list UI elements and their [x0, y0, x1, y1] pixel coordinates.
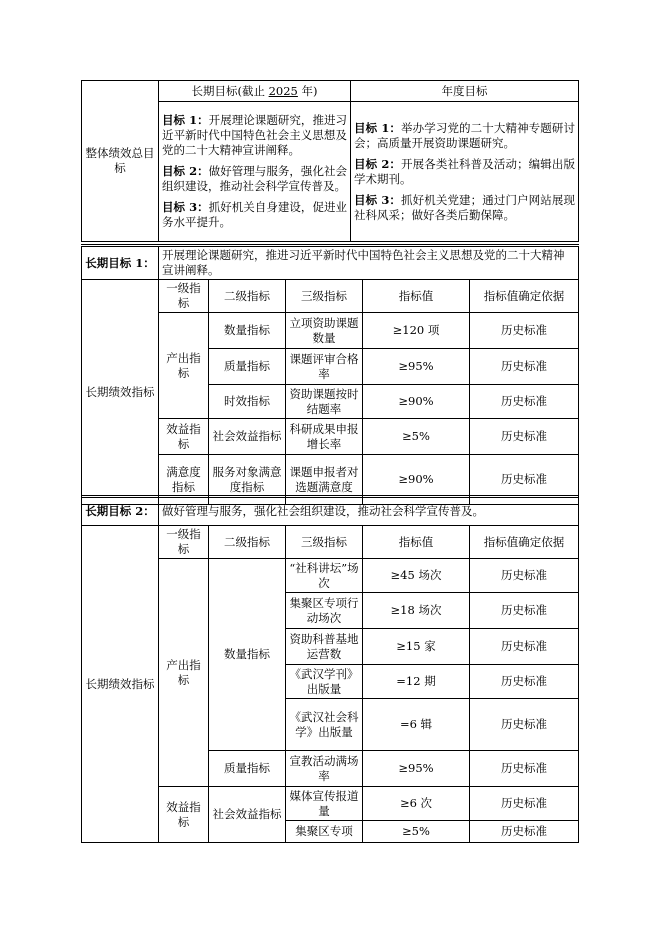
- level3-cell: “社科讲坛”场次: [286, 559, 363, 593]
- level2-cell: 数量指标: [209, 559, 286, 751]
- header-level3: 三级指标: [286, 526, 363, 559]
- annual-goal-header: 年度目标: [351, 81, 579, 102]
- level1-cell: 产出指标: [159, 313, 209, 419]
- level3-cell: 集聚区专项: [286, 821, 363, 843]
- level2-cell: 时效指标: [209, 385, 286, 419]
- value-cell: ≥6 次: [363, 787, 470, 821]
- overall-goal-label: 整体绩效总目标: [82, 81, 159, 242]
- header-level1: 一级指标: [159, 526, 209, 559]
- value-cell: =6 辑: [363, 699, 470, 751]
- header-value: 指标值: [363, 526, 470, 559]
- goal1-label: 长期目标 1：: [82, 246, 159, 280]
- basis-cell: 历史标准: [470, 751, 579, 787]
- value-cell: ≥45 场次: [363, 559, 470, 593]
- header-basis: 指标值确定依据: [470, 526, 579, 559]
- basis-cell: 历史标准: [470, 419, 579, 455]
- basis-cell: 历史标准: [470, 821, 579, 843]
- goal2-text: 做好管理与服务，强化社会组织建设，推动社会科学宣传普及。: [159, 497, 579, 526]
- header-level2: 二级指标: [209, 280, 286, 313]
- level1-cell: 产出指标: [159, 559, 209, 787]
- level2-cell: 质量指标: [209, 751, 286, 787]
- value-cell: ≥95%: [363, 349, 470, 385]
- overall-goals-table: [81, 80, 579, 242]
- value-cell: ≥95%: [363, 751, 470, 787]
- level2-cell: 服务对象满意度指标: [209, 455, 286, 505]
- level3-cell: 立项资助课题数量: [286, 313, 363, 349]
- level3-cell: 课题申报者对选题满意度: [286, 455, 363, 505]
- level3-cell: 媒体宣传报道量: [286, 787, 363, 821]
- level3-cell: 《武汉学刊》出版量: [286, 665, 363, 699]
- basis-cell: 历史标准: [470, 385, 579, 419]
- level3-cell: 《武汉社会科学》出版量: [286, 699, 363, 751]
- goal1-text: 开展理论课题研究，推进习近平新时代中国特色社会主义思想及党的二十大精神宣讲阐释。: [159, 246, 579, 280]
- basis-cell: 历史标准: [470, 313, 579, 349]
- level3-cell: 科研成果申报增长率: [286, 419, 363, 455]
- basis-cell: 历史标准: [470, 593, 579, 629]
- level3-cell: 资助科普基地运营数: [286, 629, 363, 665]
- level3-cell: 资助课题按时结题率: [286, 385, 363, 419]
- value-cell: ≥5%: [363, 821, 470, 843]
- level3-cell: 课题评审合格率: [286, 349, 363, 385]
- value-cell: ≥5%: [363, 419, 470, 455]
- basis-cell: 历史标准: [470, 559, 579, 593]
- level1-cell: 满意度指标: [159, 455, 209, 505]
- header-level2: 二级指标: [209, 526, 286, 559]
- level2-cell: 质量指标: [209, 349, 286, 385]
- value-cell: ≥18 场次: [363, 593, 470, 629]
- basis-cell: 历史标准: [470, 349, 579, 385]
- level2-cell: 社会效益指标: [209, 787, 286, 843]
- long-term-goal-header: 长期目标(截止 2025 年): [159, 81, 351, 102]
- basis-cell: 历史标准: [470, 787, 579, 821]
- basis-cell: 历史标准: [470, 455, 579, 505]
- header-basis: 指标值确定依据: [470, 280, 579, 313]
- header-level3: 三级指标: [286, 280, 363, 313]
- value-cell: ≥15 家: [363, 629, 470, 665]
- value-cell: ≥90%: [363, 455, 470, 505]
- level3-cell: 集聚区专项行动场次: [286, 593, 363, 629]
- level2-cell: 数量指标: [209, 313, 286, 349]
- goal1-indicator-label: 长期绩效指标: [82, 280, 159, 505]
- goal1-table: [81, 244, 579, 505]
- annual-goals-cell: 目标 1：举办学习党的二十大精神专题研讨会；高质量开展资助课题研究。 目标 2：开展各类社科普及活动；编辑出版学术期刊。 目标 3：抓好机关党建；通过门户网站展现社科风采；做好各类后勤保障。: [351, 102, 579, 242]
- level1-cell: 效益指标: [159, 419, 209, 455]
- header-value: 指标值: [363, 280, 470, 313]
- value-cell: ≥120 项: [363, 313, 470, 349]
- value-cell: ≥90%: [363, 385, 470, 419]
- basis-cell: 历史标准: [470, 629, 579, 665]
- level3-cell: 宣教活动满场率: [286, 751, 363, 787]
- value-cell: =12 期: [363, 665, 470, 699]
- goal2-indicator-label: 长期绩效指标: [82, 526, 159, 843]
- goal2-table: [81, 495, 579, 843]
- header-level1: 一级指标: [159, 280, 209, 313]
- goal2-label: 长期目标 2：: [82, 497, 159, 526]
- level1-cell: 效益指标: [159, 787, 209, 843]
- level2-cell: 社会效益指标: [209, 419, 286, 455]
- basis-cell: 历史标准: [470, 699, 579, 751]
- basis-cell: 历史标准: [470, 665, 579, 699]
- long-term-goals-cell: 目标 1：开展理论课题研究，推进习近平新时代中国特色社会主义思想及党的二十大精神宣讲阐释。 目标 2：做好管理与服务，强化社会组织建设，推动社会科学宣传普及。 目标 3：抓好机关自身建设，促进业务水平提升。: [159, 102, 351, 242]
